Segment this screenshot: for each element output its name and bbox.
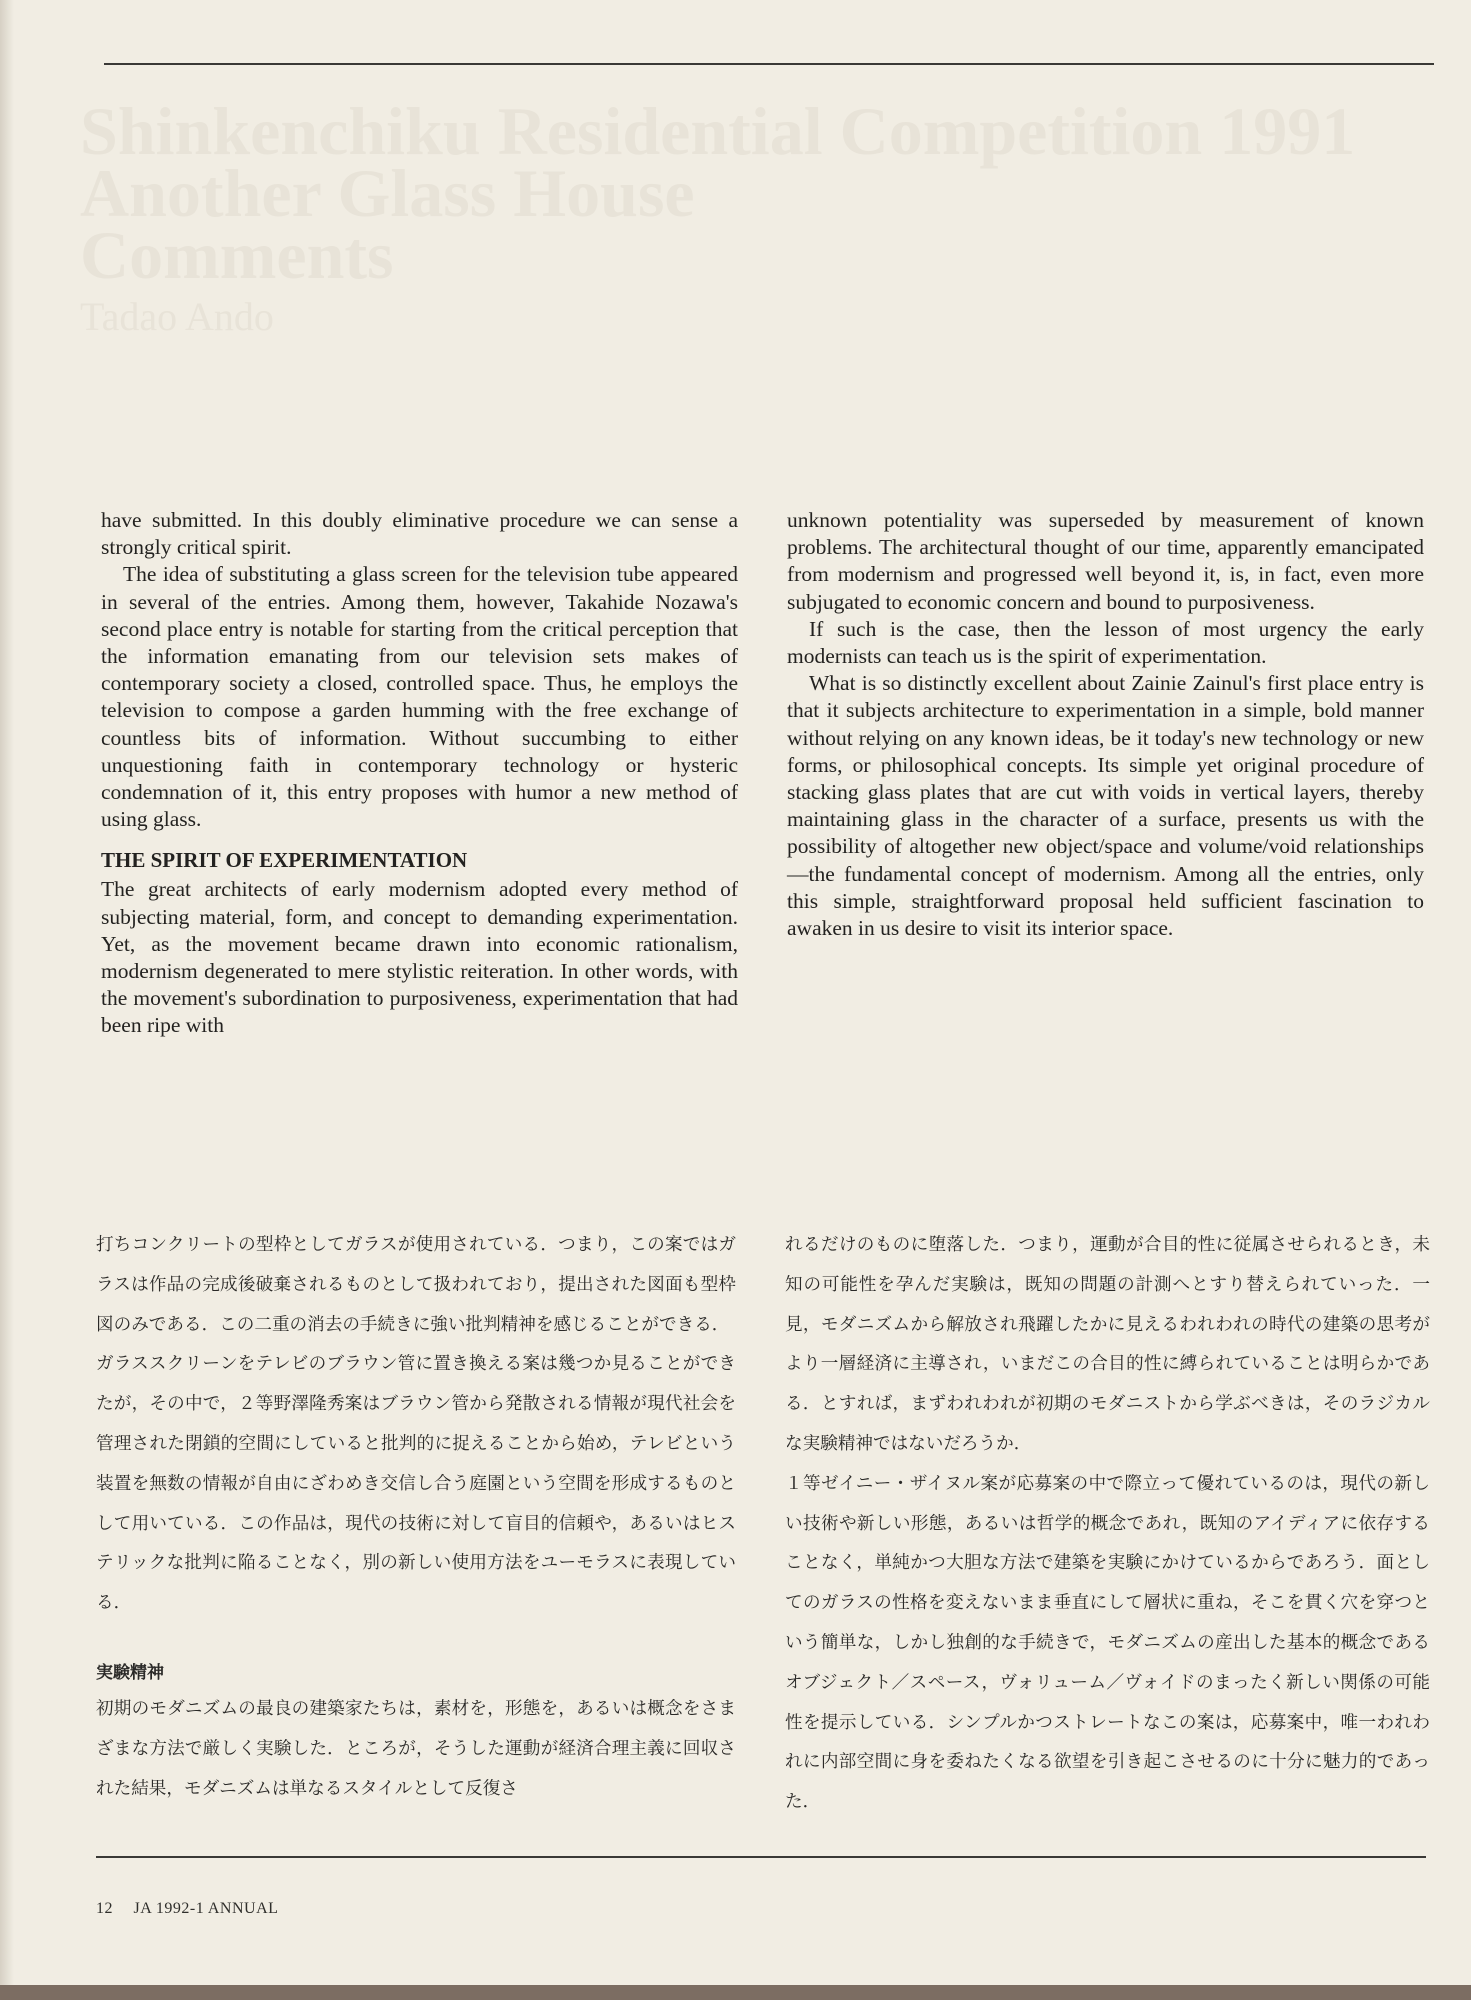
page-footer xyxy=(96,1900,294,1918)
paragraph: If such is the case, then the lesson of most urgency the early modernists can teach us is the spirit of experimentation. xyxy=(787,616,1424,669)
page-gutter-shadow xyxy=(0,0,14,2000)
page-bottom-edge xyxy=(0,1985,1471,2000)
paragraph: １等ゼイニー・ザイヌル案が応募案の中で際立って優れているのは，現代の新しい技術や新しい形態，あるいは哲学的概念であれ，既知のアイディアに依存することなく，単純かつ大胆な方法で建築を実験にかけているからであろう．面としてのガラスの性格を変えないまま垂直にして層状に重ね，そこを貫く穴を穿つという簡単な，しかし独創的な手続きで，モダニズムの産出した基本的概念であるオブジェクト／スペース，ヴォリューム／ヴォイドのまったく新しい関係の可能性を提示している．シンプルかつストレートなこの案は，応募案中，唯一われわれに内部空間に身を委ねたくなる欲望を引き起こさせるのに十分に魅力的であった． xyxy=(785,1473,1430,1813)
page-number: 12 xyxy=(96,1900,113,1917)
paragraph: ガラススクリーンをテレビのブラウン管に置き換える案は幾つか見ることができたが，その中で，２等野澤隆秀案はブラウン管から発散される情報が現代社会を管理された閉鎖的空間にしていると批判的に捉えることから始め，テレビという装置を無数の情報が自由にざわめき交信し合う庭園という空間を形成するものとして用いている．この作品は，現代の技術に対して盲目的信頼や，あるいはヒステリックな批判に陥ることなく，別の新しい使用方法をユーモラスに表現している． xyxy=(96,1354,736,1614)
paragraph: What is so distinctly excellent about Zainie Zainul's first place entry is that it subjects architecture to experimentation in a simple, bold manner without relying on any known ideas, be it today's new technology or new forms, or philosophical concepts. Its simple yet original procedure of stacking glass plates that are cut with voids in vertical layers, thereby maintaining glass in the character of a surface, presents us with the possibility of altogether new object/space and volume/void relationships—the fundamental concept of modernism. Among all the entries, only this simple, straightforward proposal held sufficient fascination to awaken in us desire to visit its interior space. xyxy=(787,671,1424,941)
show-through-line: Shinkenchiku Residential Competition 1991 xyxy=(80,93,1356,169)
show-through-line: Another Glass House xyxy=(80,155,695,231)
japanese-column-left xyxy=(96,1226,736,1809)
section-heading: THE SPIRIT OF EXPERIMENTATION xyxy=(101,848,468,873)
english-column-right xyxy=(787,507,1424,942)
english-column-left xyxy=(101,507,738,1040)
show-through-title xyxy=(80,93,1356,348)
paragraph: have submitted. In this doubly eliminative procedure we can sense a strongly critical spirit. xyxy=(101,508,738,560)
section-heading: 実験精神 xyxy=(96,1662,164,1683)
paragraph: The idea of substituting a glass screen for the television tube appeared in several of the entries. Among them, however, Takahide Nozawa's second place entry is notable for starting from the critical perception that the information emanating from our television sets makes of contemporary society a closed, controlled space. Thus, he employs the television to compose a garden humming with the free exchange of countless bits of information. Without succumbing to either unquestioning faith in contemporary technology or hysteric condemnation of it, this entry proposes with humor a new method of using glass. xyxy=(101,562,738,832)
paragraph: れるだけのものに堕落した．つまり，運動が合目的性に従属させられるとき，未知の可能性を孕んだ実験は，既知の問題の計測へとすり替えられていった．一見，モダニズムから解放され飛躍したかに見えるわれわれの時代の建築の思考がより一層経済に主導され，いまだこの合目的性に縛られていることは明らかである．とすれば，まずわれわれが初期のモダニストから学ぶべきは，そのラジカルな実験精神ではないだろうか． xyxy=(785,1235,1430,1454)
top-rule xyxy=(104,63,1434,65)
paragraph: unknown potentiality was superseded by measurement of known problems. The architectural thought of our time, apparently emancipated from modernism and progressed well beyond it, is, in fact, even more subjugated to economic concern and bound to purposiveness. xyxy=(787,508,1424,614)
bottom-rule xyxy=(96,1856,1426,1858)
paragraph: 打ちコンクリートの型枠としてガラスが使用されている．つまり，この案ではガラスは作品の完成後破棄されるものとして扱われており，提出された図面も型枠図のみである．この二重の消去の手続きに強い批判精神を感じることができる． xyxy=(96,1235,736,1335)
japanese-column-right xyxy=(785,1226,1430,1823)
show-through-line: Tadao Ando xyxy=(80,294,274,339)
paragraph: 初期のモダニズムの最良の建築家たちは，素材を，形態を，あるいは概念をさまざまな方法で厳しく実験した．ところが，そうした運動が経済合理主義に回収された結果，モダニズムは単なるスタイルとして反復さ xyxy=(96,1698,736,1799)
paragraph: The great architects of early modernism adopted every method of subjecting material, form, and concept to demanding experimentation. Yet, as the movement became drawn into economic rationalism, modernism degenerated to mere stylistic reiteration. In other words, with the movement's subordination to purposiveness, experimentation that had been ripe with xyxy=(101,877,738,1038)
show-through-line: Comments xyxy=(80,217,394,293)
publication-name: JA 1992-1 ANNUAL xyxy=(133,1900,279,1917)
